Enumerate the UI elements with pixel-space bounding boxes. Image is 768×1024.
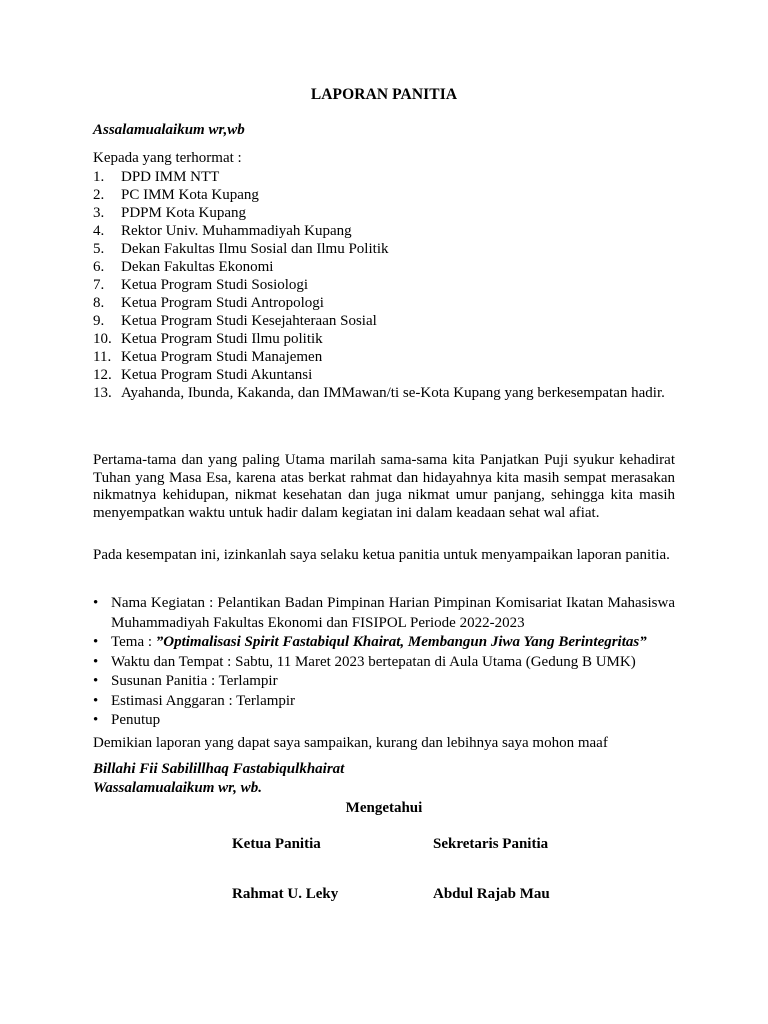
list-item	[93, 672, 675, 692]
chair-role: Ketua Panitia	[232, 836, 321, 852]
list-text: Ketua Program Studi Antropologi	[121, 295, 324, 311]
greeting: Assalamualaikum wr,wb	[93, 122, 245, 138]
list-text: PC IMM Kota Kupang	[121, 187, 259, 203]
list-number: 3.	[93, 205, 105, 221]
secretary-name: Abdul Rajab Mau	[433, 886, 550, 902]
list-item	[93, 222, 683, 240]
document-title: LAPORAN PANITIA	[310, 86, 458, 103]
farewell-line: Wassalamualaikum wr, wb.	[93, 780, 262, 796]
theme-label: Tema :	[111, 634, 156, 650]
list-text: Ayahanda, Ibunda, Kakanda, dan IMMawan/ti se-Kota Kupang yang berkesempatan hadir.	[121, 385, 665, 401]
list-text: Ketua Program Studi Sosiologi	[121, 277, 309, 293]
list-text: Ketua Program Studi Kesejahteraan Sosial	[121, 313, 377, 329]
blessing-line: Billahi Fii Sabilillhaq Fastabiqulkhairat	[93, 761, 345, 777]
list-item	[93, 168, 683, 186]
list-item	[93, 204, 683, 222]
recipient-list	[93, 168, 683, 402]
list-number: 8.	[93, 295, 105, 311]
list-item	[93, 384, 683, 402]
closing-item: Penutup	[111, 712, 161, 728]
list-number: 11.	[93, 349, 112, 365]
opening-paragraph: Pertama-tama dan yang paling Utama marilah sama-sama kita Panjatkan Puji syukur kehadirat Tuhan yang Masa Esa, karena atas berkat rahmat dan hidayahnya kita masih sempat merasakan nikmatnya kehidupan, nikmat kesehatan dan juga nikmat umur panjang, sehingga kita masih menyempatkan waktu untuk hadir dalam kegiatan ini dalam keadaan sehat wal afiat.	[93, 452, 675, 521]
bullet-icon: •	[93, 673, 99, 689]
list-item	[93, 276, 683, 294]
list-text: Ketua Program Studi Akuntansi	[121, 367, 313, 383]
bullet-icon: •	[93, 653, 99, 670]
closing-sentence: Demikian laporan yang dapat saya sampaikan, kurang dan lebihnya saya mohon maaf	[93, 735, 608, 751]
budget-estimate: Estimasi Anggaran : Terlampir	[111, 692, 296, 709]
bullet-icon: •	[93, 634, 99, 650]
list-item	[93, 692, 675, 712]
list-text: Ketua Program Studi Ilmu politik	[121, 331, 323, 347]
list-item	[93, 594, 675, 633]
list-text: DPD IMM NTT	[121, 169, 220, 185]
list-text: PDPM Kota Kupang	[121, 205, 247, 221]
list-number: 5.	[93, 241, 105, 257]
list-item	[93, 330, 683, 348]
list-item	[93, 240, 683, 258]
list-text: Ketua Program Studi Manajemen	[121, 349, 323, 365]
event-details-list	[93, 594, 675, 731]
report-intro-paragraph: Pada kesempatan ini, izinkanlah saya selaku ketua panitia untuk menyampaikan laporan panitia.	[93, 547, 670, 563]
list-number: 10.	[93, 331, 112, 347]
list-number: 4.	[93, 223, 105, 239]
list-number: 1.	[93, 169, 105, 185]
list-item	[93, 312, 683, 330]
event-name: Nama Kegiatan : Pelantikan Badan Pimpinan Harian Pimpinan Komisariat Ikatan Mahasiswa Muhammadiyah Fakultas Ekonomi dan FISIPOL Periode 2022-2023	[111, 595, 675, 631]
list-item	[93, 294, 683, 312]
list-item	[93, 258, 683, 276]
list-number: 2.	[93, 187, 105, 203]
list-item	[93, 186, 683, 204]
chair-name: Rahmat U. Leky	[232, 886, 339, 902]
list-text: Dekan Fakultas Ilmu Sosial dan Ilmu Politik	[121, 241, 389, 257]
list-number: 12.	[93, 367, 112, 383]
list-number: 13.	[93, 385, 112, 401]
list-item	[93, 366, 683, 384]
committee-structure: Susunan Panitia : Terlampir	[111, 673, 278, 689]
theme-value: ”Optimalisasi Spirit Fastabiqul Khairat, Membangun Jiwa Yang Berintegritas”	[155, 634, 647, 650]
secretary-role: Sekretaris Panitia	[433, 836, 549, 852]
list-item	[93, 653, 675, 673]
list-text: Dekan Fakultas Ekonomi	[121, 259, 274, 275]
recipients-intro: Kepada yang terhormat :	[93, 150, 242, 166]
list-item	[93, 633, 675, 653]
list-text: Rektor Univ. Muhammadiyah Kupang	[121, 223, 352, 239]
bullet-icon: •	[93, 595, 99, 611]
bullet-icon: •	[93, 692, 99, 709]
list-item	[93, 348, 683, 366]
list-number: 6.	[93, 259, 105, 275]
acknowledged-heading: Mengetahui	[345, 800, 423, 816]
time-place: Waktu dan Tempat : Sabtu, 11 Maret 2023 bertepatan di Aula Utama (Gedung B UMK)	[111, 653, 636, 670]
list-number: 7.	[93, 277, 105, 293]
list-item	[93, 711, 675, 731]
list-number: 9.	[93, 313, 105, 329]
bullet-icon: •	[93, 712, 99, 728]
